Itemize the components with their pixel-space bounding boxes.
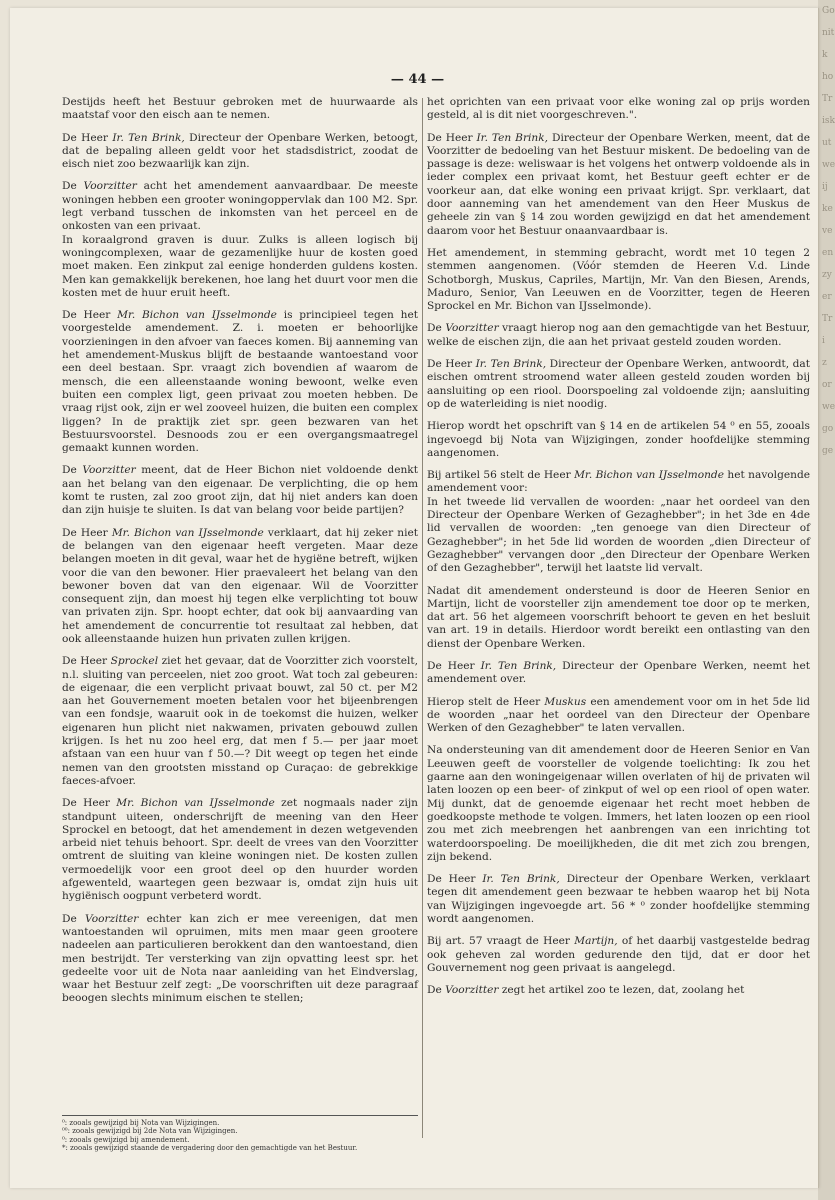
paragraph-text: Directeur der Openbare Werken, verklaart tegen dit amendement geen bezwaar te hebben waarop het bij Nota van Wijzigingen ingevoegde art. 56 * ⁰ zonder hoofdelijke stemming wordt aangenomen. — [427, 873, 810, 926]
paragraph-text: Directeur der Openbare Werken, meent, dat de Voorzitter de bedoeling van het Bestuur miskent. De bedoeling van de passage is deze: weliswaar is het volgens het ontwerp voldoende als in ieder complex een privaat komt, het Bestuur geeft echter er de voorkeur aan, dat elke woning een privaat krijgt. Spr. verklaart, dat door aanneming van het amendement van den Heer Muskus de geheele zin van § 14 zou worden gewijzigd en dat het amendement daarom voor het Bestuur onaanvaardbaar is. — [427, 131, 810, 237]
paragraph-text: De Heer — [62, 655, 111, 668]
paragraph-text: De — [427, 984, 446, 997]
paragraph-text: De Heer — [62, 797, 117, 810]
speaker-name: Mr. Bichon van IJsselmonde — [111, 526, 264, 539]
adjacent-page-fragment: ve — [822, 226, 833, 236]
paragraph-text: Hierop stelt de Heer — [427, 695, 545, 708]
speaker-name: Mr. Bichon van IJsselmonde — [116, 797, 275, 810]
paragraph-text: De — [62, 912, 86, 925]
adjacent-page-fragment: i — [822, 336, 825, 346]
speaker-name: Voorzitter — [83, 180, 137, 193]
speaker-name: Voorzitter — [85, 912, 139, 925]
speaker-name: Muskus — [544, 695, 587, 708]
speaker-name: Ir. Ten Brink, — [482, 873, 560, 886]
paragraph — [427, 660, 810, 687]
adjacent-page-fragment: we — [822, 160, 835, 170]
paragraph-text: een amendement voor om in het 5de lid de woorden „naar het oordeel van den Directeur der Openbare Werken of den Gezaghebber" te laten vervallen. — [427, 695, 811, 735]
adjacent-page-fragment: Go — [822, 6, 835, 16]
paragraph-text: is principieel tegen het voorgestelde amendement. Z. i. moeten er behoorlijke voorzieningen in den afvoer van faeces komen. Bij aanneming van het amendement-Muskus blijft de bestaande wantoestand voor een deel bestaan. Spr. vraagt zich bovendien af waarom de mensch, die een alleenstaande woning bewoont, welke even buiten een complex ligt, geen privaat zou moeten hebben. De vraag rijst ook, zijn er wel zooveel huizen, die buiten een complex liggen? In de praktijk ziet spr. geen bezwaren van het Bestuursvoorstel. Desnoods zou er een overgangsmaatregel gemaakt kunnen worden. — [62, 309, 419, 455]
paragraph — [427, 247, 810, 313]
paragraph-text: Het amendement, in stemming gebracht, wordt met 10 tegen 2 stemmen aangenomen. (Vóór stemden de Heeren V.d. Linde Schotborgh, Muskus, Capriles, Martijn, Mr. Van den Biesen, Arends, Maduro, Senior, Van Leeuwen en de Voorzitter, tegen de Heeren Sprockel en Mr. Bichon van IJsselmonde). — [427, 246, 810, 313]
adjacent-page-fragment: z — [822, 358, 827, 368]
paragraph-text: De Heer — [427, 131, 477, 144]
paragraph — [62, 309, 418, 455]
speaker-name: Ir. Ten Brink, — [476, 131, 549, 144]
footnote: ⁰: zooals gewijzigd bij amendement. — [62, 1135, 190, 1144]
paragraph — [62, 797, 418, 903]
paragraph-text: De Heer — [427, 873, 483, 886]
speaker-name: Ir. Ten Brink, — [475, 358, 547, 371]
adjacent-page-fragment: ho — [822, 72, 834, 82]
paragraph — [427, 984, 810, 997]
paragraph-text: ziet het gevaar, dat de Voorzitter zich voorstelt, n.l. sluiting van perceelen, niet zoo groot. Wat toch zal gebeuren: de eigenaar, die een verplicht privaat bouwt, zal 50 ct. per M2 aan het Gouvernement moeten betalen voor het bijeenbrengen van een fondsje, waaruit ook in de toekomst die huizen, welker eigenaren hun plicht niet nakwamen, privaten gebouwd zullen krijgen. Is het nu zoo heel erg, dat men f 5.— per jaar moet afstaan van een huur van f 50.—? Dit weegt op tegen het einde nemen van den grootsten misstand op Curaçao: de gebrekkige faeces-afvoer. — [62, 655, 419, 787]
paragraph-text: het navolgende amendement voor: In het tweede lid vervallen de woorden: „naar het oordeel van den Directeur der Openbare Werken of Gezaghebber"; in het 3de en 4de lid vervallen de woorden: „ten genoege van dien Directeur of Gezaghebber"; in het 5de lid worden de woorden „dien Directeur of Gezaghebber" vervangen door „den Directeur der Openbare Werken of den Gezaghebber", terwijl het laatste lid vervalt. — [427, 469, 810, 575]
paragraph — [427, 358, 810, 411]
speaker-name: Mr. Bichon van IJsselmonde — [117, 309, 277, 322]
paragraph-text: zegt het artikel zoo te lezen, dat, zoolang het — [498, 984, 745, 997]
paragraph-text: De Heer — [62, 131, 113, 144]
paragraph-text: De Heer — [427, 659, 481, 672]
adjacent-page-fragment: en — [822, 248, 834, 258]
adjacent-page-fragment: zy — [822, 270, 832, 280]
adjacent-page-fragment: we — [822, 402, 835, 412]
adjacent-page-fragment: ge — [822, 446, 834, 456]
adjacent-page-fragment: ij — [822, 182, 828, 192]
paragraph-text: De Heer — [62, 309, 118, 322]
paragraph-text: Bij artikel 56 stelt de Heer — [427, 469, 575, 482]
paragraph-text: acht het amendement aanvaardbaar. De meeste woningen hebben een grooter woningoppervlak dan 100 M2. Spr. legt verband tusschen de inkomsten van het perceel en de onkosten van een privaat. In koraalgrond graven is duur. Zulks is alleen logisch bij woningcomplexen, waar de gezamenlijke huur de kosten goed moet maken. Een zinkput zal eenige honderden guldens kosten. Men kan gemakkelijk berekenen, hoe lang het duurt voor men die kosten met de huur eruit heeft. — [62, 180, 418, 299]
footnotes — [62, 1115, 418, 1153]
adjacent-page-fragment: go — [822, 424, 834, 434]
paragraph-text: echter kan zich er mee vereenigen, dat men wantoestanden wil opruimen, mits men maar geen grootere nadeelen aan particulieren berokkent dan den wantoestand, dien men bestrijdt. Ter versterking van zijn opvatting leest spr. het gedeelte voor uit de Nota naar aanleiding van het Eindverslag, waar het Bestuur zelf zegt: „De voorschriften uit deze paragraaf beoogen slechts minimum eischen te stellen; — [62, 912, 419, 1005]
paragraph-text: of het daarbij vastgestelde bedrag ook geheven zal worden gedurende den tijd, dat er door het Gouvernement nog geen privaat is aangelegd. — [427, 935, 811, 974]
paragraph — [62, 527, 418, 647]
paragraph-text: zet nogmaals nader zijn standpunt uiteen, onderschrijft de meening van den Heer Sprockel en betoogt, dat het amendement in dezen wetgevenden arbeid niet tehuis behoort. Spr. deelt de vrees van den Voorzitter omtrent de sluiting van kleine woningen niet. De kosten zullen vermoedelijk voor een groot deel op den huurder worden afgewenteld, waartegen geen bezwaar is, omdat zijn huis uit hygiënisch oogpunt verbeterd wordt. — [62, 797, 418, 903]
paragraph — [62, 132, 418, 172]
paragraph — [427, 469, 810, 575]
paragraph — [427, 322, 810, 349]
paragraph-text: Directeur der Openbare Werken, antwoordt, dat eischen omtrent stroomend water alleen gesteld zouden worden bij aansluiting op een riool. Doorspoeling zal voldoende zijn; aansluiting op de waterleiding is niet noodig. — [427, 358, 810, 410]
speaker-name: Voorzitter — [82, 464, 136, 477]
speaker-name: Ir. Ten Brink, — [112, 131, 185, 144]
adjacent-page-edge — [818, 0, 835, 1200]
adjacent-page-fragment: ut — [822, 138, 832, 148]
paragraph-text: het oprichten van een privaat voor elke woning zal op prijs worden gesteld, al is dit niet voorgeschreven.". — [427, 96, 810, 122]
adjacent-page-fragment: isk — [822, 116, 835, 126]
paragraph-text: Directeur der Openbare Werken, neemt het amendement over. — [427, 659, 811, 686]
paragraph-text: De Heer — [427, 358, 476, 371]
paragraph-text: meent, dat de Heer Bichon niet voldoende denkt aan het belang van den eigenaar. De verplichting, die op hem komt te rusten, zal zoo groot zijn, dat hij niet anders kan doen dan zijn huisje te sluiten. Is dat van belang voor beide partijen? — [62, 464, 418, 517]
paragraph-text: Destijds heeft het Bestuur gebroken met de huurwaarde als maatstaf voor den eisch aan te nemen. — [62, 96, 418, 122]
adjacent-page-fragment: or — [822, 380, 832, 390]
paragraph-text: De — [62, 180, 84, 193]
paragraph-text: Hierop wordt het opschrift van § 14 en de artikelen 54 ⁰ en 55, zooals ingevoegd bij Nota van Wijzigingen, zonder hoofdelijke stemming aangenomen. — [427, 420, 810, 459]
paragraph — [62, 180, 418, 300]
adjacent-page-fragment: Tr — [822, 94, 833, 104]
paragraph — [427, 873, 810, 926]
left-column — [62, 96, 418, 1015]
page-number: — 44 — — [390, 72, 445, 87]
paragraph-text: vraagt hierop nog aan den gemachtigde van het Bestuur, welke de eischen zijn, die aan het privaat gesteld zouden worden. — [427, 322, 810, 348]
paragraph — [427, 585, 810, 651]
paragraph-text: verklaart, dat hij zeker niet de belangen van den eigenaar heeft vergeten. Maar deze belangen moeten in dit geval, waar het de hygiëne betreft, wijken voor die van den bewoner. Hier praevaleert het belang van den bewoner boven dat van den eigenaar. Wil de Voorzitter consequent zijn, dan moest hij tegen elke verplichting tot bouw van privaten zijn. Spr. hoopt echter, dat ook bij aanvaarding van het amendement de concurrentie tot resultaat zal hebben, dat ook alleenstaande huizen hun privaten zullen krijgen. — [62, 526, 418, 645]
adjacent-page-fragment: ke — [822, 204, 833, 214]
adjacent-page-fragment: Tr — [822, 314, 833, 324]
speaker-name: Ir. Ten Brink, — [480, 659, 557, 672]
paragraph — [62, 655, 418, 788]
paragraph — [427, 744, 810, 864]
footnote: ⁰⁰: zooals gewijzigd bij 2de Nota van Wijzigingen. — [62, 1127, 238, 1136]
column-divider — [422, 98, 423, 1138]
speaker-name: Voorzitter — [445, 984, 499, 997]
speaker-name: Sprockel — [110, 655, 159, 668]
paragraph-text: De Heer — [62, 526, 112, 539]
paragraph-text: De — [62, 464, 83, 477]
footnote: ⁰: zooals gewijzigd bij Nota van Wijzigingen. — [62, 1119, 220, 1127]
paragraph — [62, 913, 418, 1006]
right-column — [427, 96, 810, 1007]
paragraph — [62, 464, 418, 517]
paragraph-text: De — [427, 322, 446, 335]
paragraph-text: Directeur der Openbare Werken, betoogt, dat de bepaling alleen geldt voor het stadsdistrict, zoodat de eisch niet zoo bezwaarlijk kan zijn. — [62, 131, 418, 171]
paragraph-text: Bij art. 57 vraagt de Heer — [427, 935, 575, 948]
paragraph — [427, 935, 810, 975]
paragraph-text: Na ondersteuning van dit amendement door de Heeren Senior en Van Leeuwen geeft de voorsteller de volgende toelichting: Ik zou het gaarne aan den woningeigenaar willen overlaten of hij de privaten wil laten loozen op een beer- of zinkput of wel op een riool of open water. Mij dunkt, dat de genoemde eigenaar het recht moet hebben de goedkoopste methode te volgen. Immers, het laten loozen op een riool zou met zich meebrengen het aanbrengen van een inrichting tot waterdoorspoeling. De moeilijkheden, die dit met zich zou brengen, zijn bekend. — [427, 744, 810, 863]
footnote: *: zooals gewijzigd staande de vergadering door den gemachtigde van het Bestuur. — [62, 1144, 358, 1153]
paragraph — [427, 132, 810, 238]
adjacent-page-fragment: er — [822, 292, 832, 302]
adjacent-page-fragment: k — [822, 50, 828, 60]
paragraph — [62, 96, 418, 123]
speaker-name: Mr. Bichon van IJsselmonde — [574, 469, 724, 482]
paragraph — [427, 696, 810, 736]
speaker-name: Martijn, — [574, 935, 618, 948]
paragraph — [427, 96, 810, 123]
paragraph-text: Nadat dit amendement ondersteund is door de Heeren Senior en Martijn, licht de voorsteller zijn amendement toe door op te merken, dat art. 56 het algemeen voorschrift behoort te geven en het besluit van art. 19 in details. Hierdoor wordt bereikt een ontlasting van den dienst der Openbare Werken. — [427, 584, 810, 650]
speaker-name: Voorzitter — [445, 322, 499, 335]
adjacent-page-fragment: nit — [822, 28, 835, 38]
paragraph — [427, 420, 810, 460]
